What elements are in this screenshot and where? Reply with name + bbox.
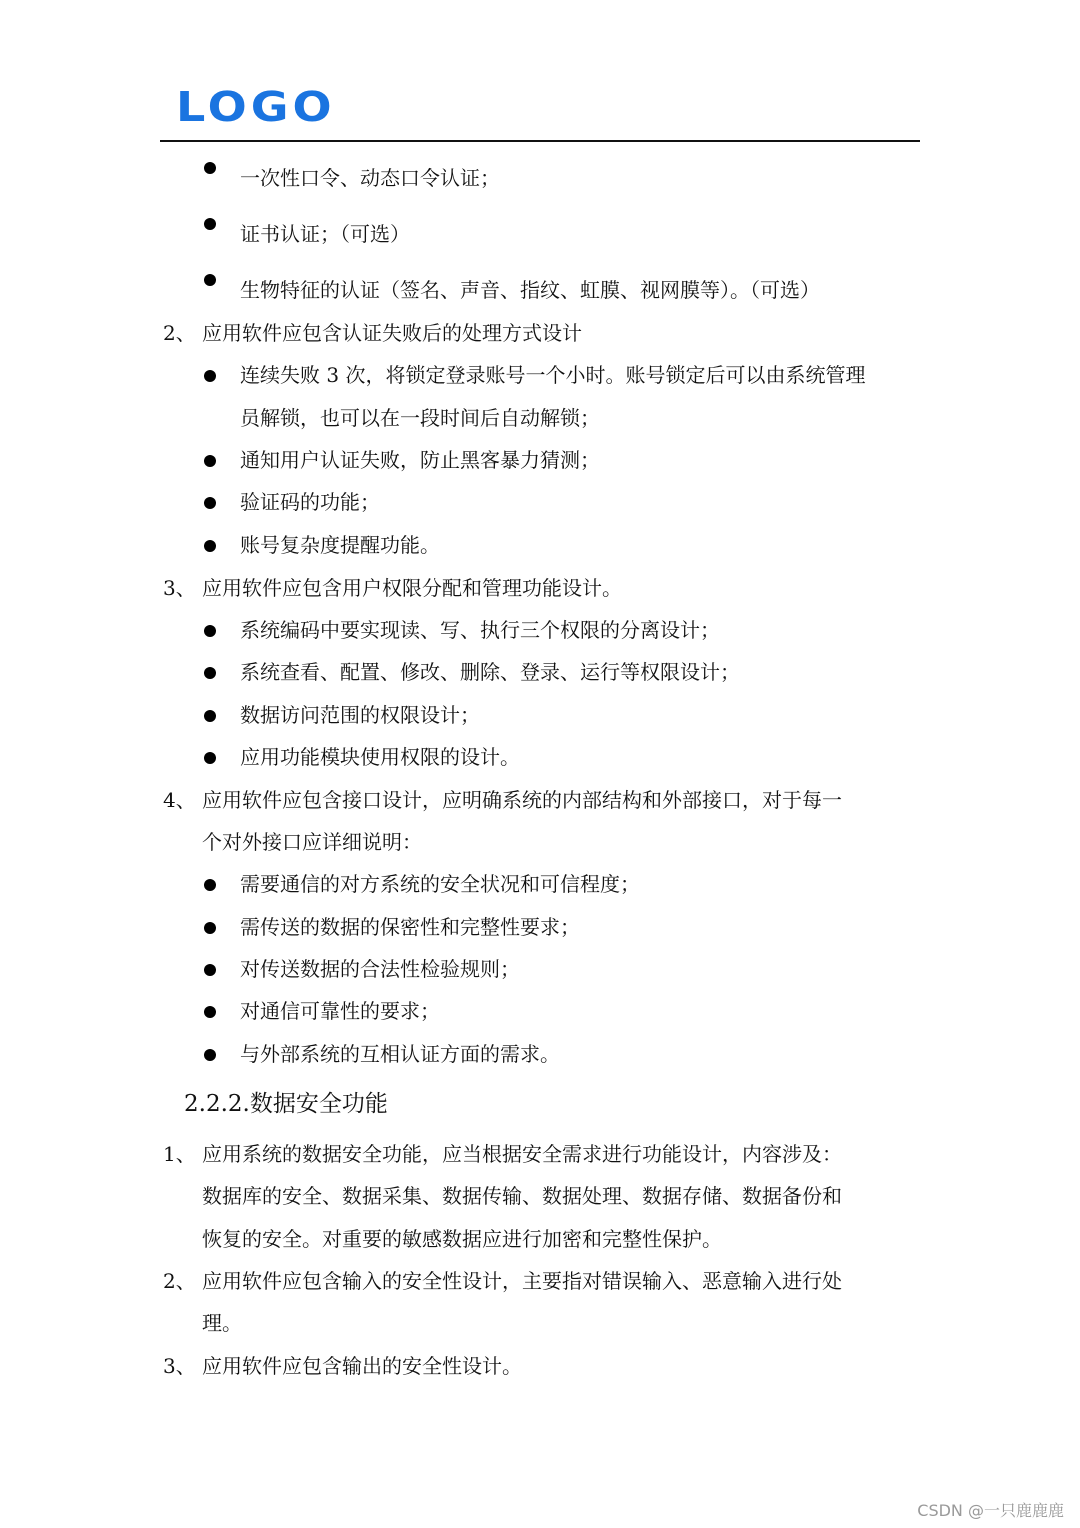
bullet-dot [204,710,216,722]
bullet-dot [204,964,216,976]
bullet-dot [204,370,216,382]
bullet-dot [204,752,216,764]
list-item-text-continued: 理。 [202,1311,242,1335]
bullet-text: 连续失败 3 次，将锁定登录账号一个小时。账号锁定后可以由系统管理 [240,363,866,387]
list-number: 3、 [163,1354,196,1378]
bullet-text: 账号复杂度提醒功能。 [240,533,440,557]
list-item-text: 应用软件应包含输入的安全性设计，主要指对错误输入、恶意输入进行处 [202,1269,842,1293]
bullet-dot [204,274,216,286]
list-item-text: 应用系统的数据安全功能，应当根据安全需求进行功能设计，内容涉及： [202,1142,842,1166]
list-number: 1、 [163,1142,196,1166]
bullet-text: 一次性口令、动态口令认证； [240,166,500,190]
bullet-text: 通知用户认证失败，防止黑客暴力猜测； [240,448,600,472]
section-heading: 2.2.2.数据安全功能 [184,1091,388,1117]
bullet-text: 数据访问范围的权限设计； [240,703,480,727]
list-number: 2、 [163,1269,196,1293]
bullet-dot [204,1006,216,1018]
bullet-dot [204,540,216,552]
bullet-text: 需传送的数据的保密性和完整性要求； [240,915,580,939]
bullet-dot [204,497,216,509]
bullet-text: 需要通信的对方系统的安全状况和可信程度； [240,872,640,896]
bullet-dot [204,625,216,637]
list-item-text: 应用软件应包含用户权限分配和管理功能设计。 [202,576,622,600]
list-number: 3、 [163,576,196,600]
list-item-text: 应用软件应包含接口设计，应明确系统的内部结构和外部接口，对于每一 [202,788,842,812]
list-number: 2、 [163,321,196,345]
bullet-text-continued: 员解锁，也可以在一段时间后自动解锁； [240,406,600,430]
bullet-dot [204,455,216,467]
logo: LOGO [176,82,336,131]
bullet-dot [204,1049,216,1061]
bullet-text: 应用功能模块使用权限的设计。 [240,745,520,769]
list-item-text-continued: 个对外接口应详细说明： [202,830,422,854]
list-number: 4、 [163,788,196,812]
bullet-text: 对通信可靠性的要求； [240,999,440,1023]
bullet-dot [204,922,216,934]
bullet-text: 与外部系统的互相认证方面的需求。 [240,1042,560,1066]
bullet-text: 系统编码中要实现读、写、执行三个权限的分离设计； [240,618,720,642]
bullet-text: 证书认证；（可选） [240,222,410,246]
bullet-text: 系统查看、配置、修改、删除、登录、运行等权限设计； [240,660,740,684]
list-item-text: 应用软件应包含认证失败后的处理方式设计 [202,321,582,345]
list-item-text-continued: 恢复的安全。对重要的敏感数据应进行加密和完整性保护。 [202,1227,722,1251]
bullet-text: 对传送数据的合法性检验规则； [240,957,520,981]
header-rule [160,140,920,142]
bullet-text: 验证码的功能； [240,490,380,514]
watermark: CSDN @一只鹿鹿鹿 [917,1501,1064,1520]
bullet-dot [204,162,216,174]
bullet-dot [204,218,216,230]
bullet-dot [204,879,216,891]
bullet-text: 生物特征的认证（签名、声音、指纹、虹膜、视网膜等）。（可选） [240,278,820,302]
list-item-text: 应用软件应包含输出的安全性设计。 [202,1354,522,1378]
bullet-dot [204,667,216,679]
list-item-text-continued: 数据库的安全、数据采集、数据传输、数据处理、数据存储、数据备份和 [202,1184,842,1208]
